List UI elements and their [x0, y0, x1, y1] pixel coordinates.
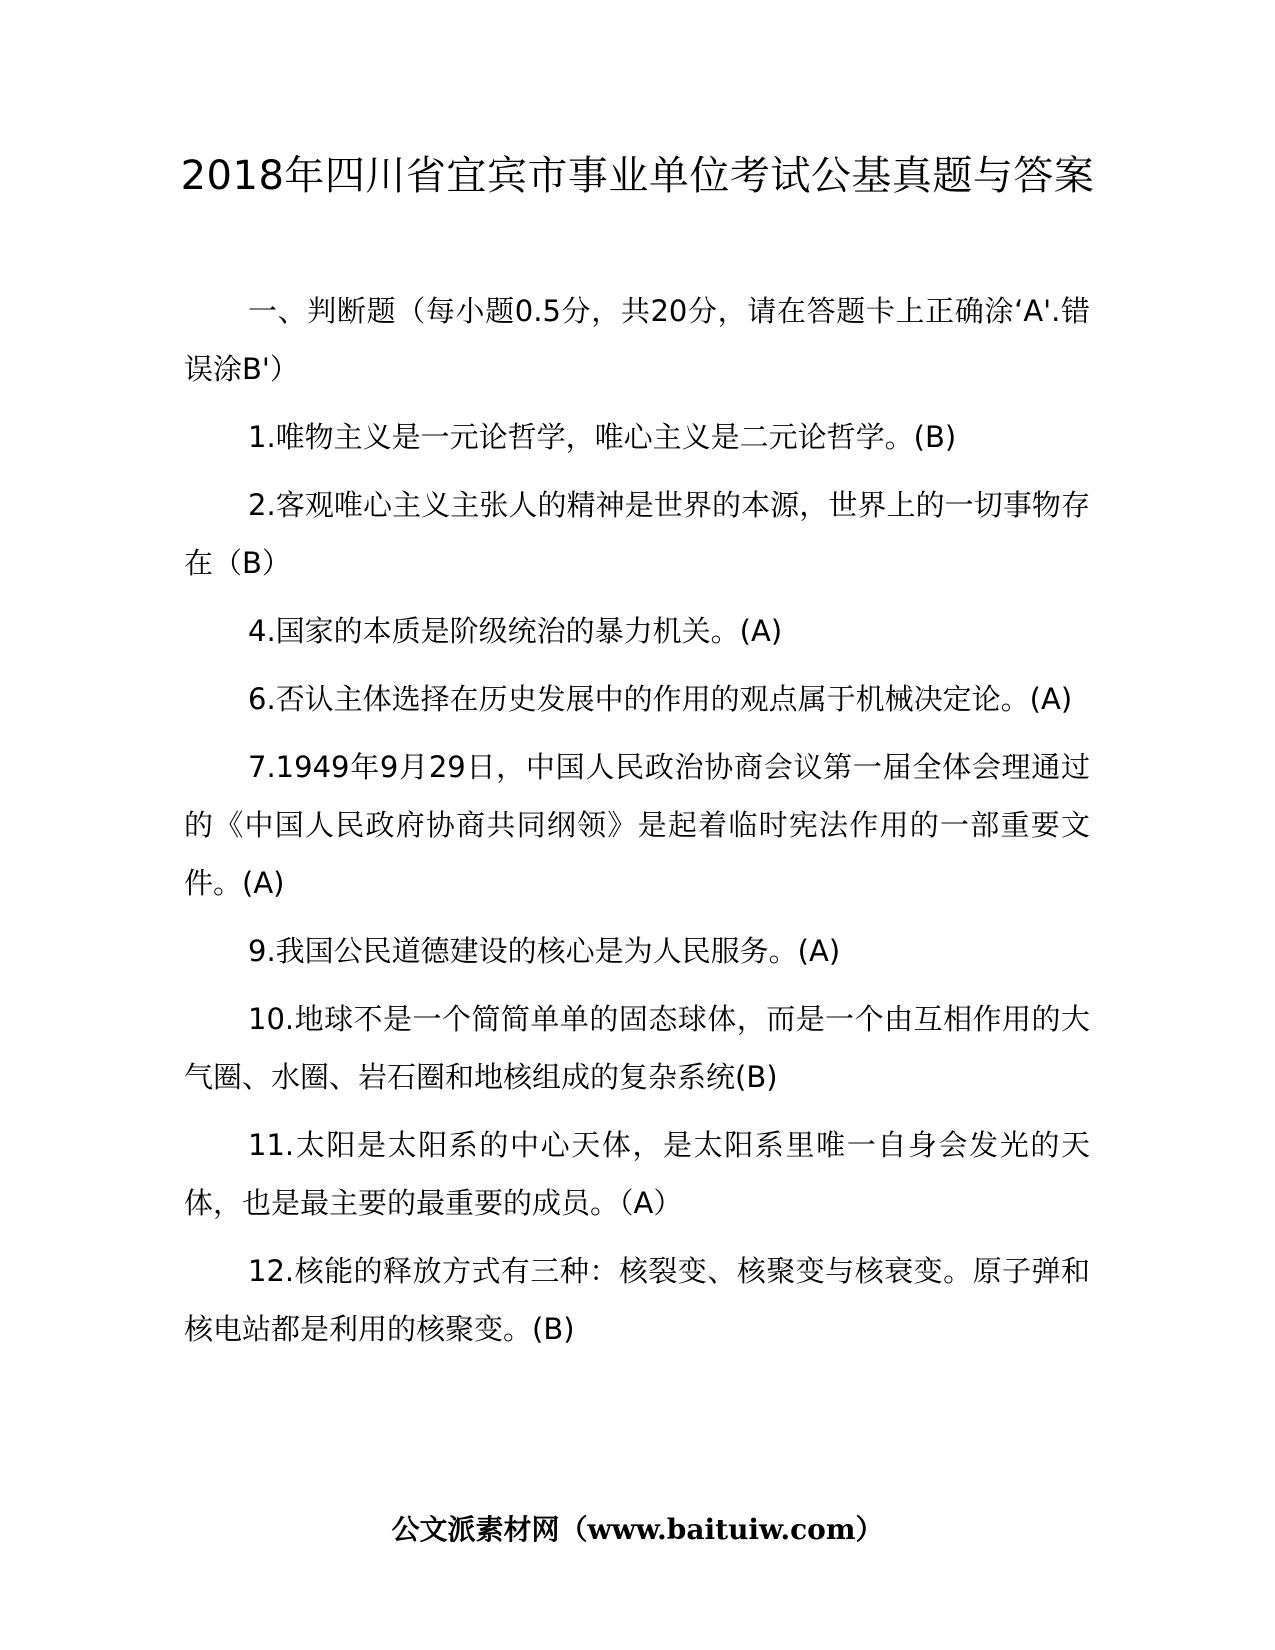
question-6: 6.否认主体选择在历史发展中的作用的观点属于机械决定论。(A): [248, 682, 1073, 716]
question-11: 11.太阳是太阳系的中心天体，是太阳系里唯一自身会发光的天体，也是最主要的最重要的成员。（A）: [184, 1128, 1090, 1220]
question-10: 10.地球不是一个简简单单的固态球体，而是一个由互相作用的大气圈、水圈、岩石圈和地核组成的复杂系统(B): [184, 1002, 1090, 1094]
question-1: 1.唯物主义是一元论哲学，唯心主义是二元论哲学。(B): [248, 420, 957, 454]
question-7: 7.1949年9月29日，中国人民政治协商会议第一届全体会理通过的《中国人民政府协商共同纲领》是起着临时宪法作用的一部重要文件。(A): [184, 750, 1090, 900]
question-4: 4.国家的本质是阶级统治的暴力机关。(A): [248, 614, 783, 648]
question-2: 2.客观唯心主义主张人的精神是世界的本源，世界上的一切事物存在（B）: [184, 488, 1090, 580]
question-12: 12.核能的释放方式有三种：核裂变、核聚变与核衰变。原子弹和核电站都是利用的核聚变。(B): [184, 1254, 1090, 1346]
document-body: [184, 282, 1090, 1368]
page-footer: 公文派素材网（www.baituiw.com）: [391, 1513, 884, 1546]
question-9: 9.我国公民道德建设的核心是为人民服务。(A): [248, 934, 841, 968]
section-heading: 一、判断题（每小题0.5分，共20分，请在答题卡上正确涂‘A'.错误涂B'）: [184, 294, 1090, 386]
page-title: 2018年四川省宜宾市事业单位考试公基真题与答案: [180, 153, 1095, 199]
